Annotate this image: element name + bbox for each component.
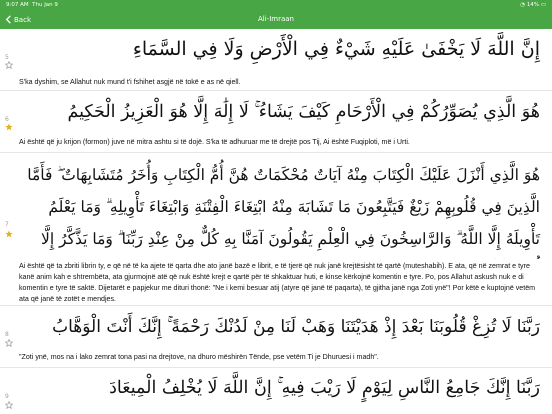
navigation-bar (0, 10, 552, 29)
verse-number: 8 (5, 331, 9, 338)
translation-text: Ai është që ta zbriti librin ty, e që në të ka ajete të qarta dhe ato janë bazë e librit, e të tjerë që nuk janë krejtësisht të qartë (muteshabih). E ata, që në zemrat e tyre kanë anim kah e shtrembëta, ata gjurmojnë atë që nuk është krejt e qartë për të shkaktuar huti, e kinse kërkojnë komentin e tyre. Po, pos Allahut askush nuk e di komentin e tyre të saktë. Dijetarët e papjekur me dituri thonë: "Ne i kemi besuar atij (atyre që janë të paqarta), të gjitha janë nga Zoti ynë"! Por këtë e kuptojnë vetëm ata që janë të zotët e mendjes. (19, 262, 536, 303)
star-outline-icon[interactable] (5, 401, 13, 409)
verse-number: 9 (5, 393, 9, 400)
arabic-text: رَبَّنَا لَا تُزِغْ قُلُوبَنَا بَعْدَ إِذْ هَدَيْتَنَا وَهَبْ لَنَا مِنْ لَدُنْكَ رَحْمَةً ۚ إِنَّكَ أَنْتَ الْوَهَّابُ (52, 317, 540, 337)
star-outline-icon[interactable] (5, 61, 13, 69)
verse-row-6[interactable] (0, 91, 552, 153)
verse-row-9[interactable] (0, 368, 552, 414)
status-time-date: 9:07 AM Thu Jan 9 (6, 2, 58, 8)
translation-text: "Zoti ynë, mos na i lako zemrat tona pasi na drejtove, na dhuro mëshirën Tënde, pse vetëm Ti je Dhuruesi i madh". (19, 353, 379, 361)
verse-number: 7 (5, 221, 9, 228)
verse-list[interactable] (0, 29, 552, 414)
arabic-text: رَبَّنَا إِنَّكَ جَامِعُ النَّاسِ لِيَوْمٍ لَا رَيْبَ فِيهِ ۚ إِنَّ اللَّهَ لَا يُخْلِفُ الْمِيعَادَ (109, 378, 540, 398)
verse-row-8[interactable] (0, 306, 552, 368)
battery-icon: ▭ (540, 2, 546, 8)
wifi-icon: ◔ (520, 2, 526, 8)
arabic-text: إِنَّ اللَّهَ لَا يَخْفَىٰ عَلَيْهِ شَيْءٌ فِي الْأَرْضِ وَلَا فِي السَّمَاءِ (132, 38, 540, 60)
star-filled-icon[interactable] (5, 230, 13, 238)
verse-row-5[interactable] (0, 29, 552, 91)
status-battery: ◔ 14% ▭ (520, 2, 546, 8)
translation-text: Ai është që ju krijon (formon) juve në mitra ashtu si të dojë. S'ka të adhuruar me të drejtë pos Tij, Ai është Fuqiploti, më i Urti. (19, 138, 410, 146)
verse-number: 6 (5, 116, 9, 123)
star-filled-icon[interactable] (5, 123, 13, 131)
star-outline-icon[interactable] (5, 339, 13, 347)
arabic-text: هُوَ الَّذِي أَنْزَلَ عَلَيْكَ الْكِتَابَ مِنْهُ آيَاتٌ مُحْكَمَاتٌ هُنَّ أُمُّ الْكِتَابِ وَأُخَرُ مُتَشَابِهَاتٌ ۖ فَأَمَّا الَّذِينَ فِي قُلُوبِهِمْ زَيْغٌ فَيَتَّبِعُونَ مَا تَشَابَهَ مِنْهُ ابْتِغَاءَ الْفِتْنَةِ وَابْتِغَاءَ تَأْوِيلِهِ ۗ وَمَا يَعْلَمُ تَأْوِيلَهُ إِلَّا اللَّهُ ۗ وَالرَّاسِخُونَ فِي الْعِلْمِ يَقُولُونَ آمَنَّا بِهِ كُلٌّ مِنْ عِنْدِ رَبِّنَا ۗ وَمَا يَذَّكَّرُ إِلَّا (27, 166, 540, 248)
back-label: Back (14, 15, 31, 24)
status-bar (0, 0, 552, 10)
verse-row-7[interactable] (0, 153, 552, 306)
translation-text: S'ka dyshim, se Allahut nuk mund t'i fshihet asgjë në tokë e as në qiell. (19, 78, 241, 86)
page-title: Ali-Imraan (258, 15, 294, 23)
verse-number: 5 (5, 54, 9, 61)
arabic-text: هُوَ الَّذِي يُصَوِّرُكُمْ فِي الْأَرْحَامِ كَيْفَ يَشَاءُ ۚ لَا إِلَٰهَ إِلَّا هُوَ الْعَزِيزُ الْحَكِيمُ (67, 102, 540, 122)
